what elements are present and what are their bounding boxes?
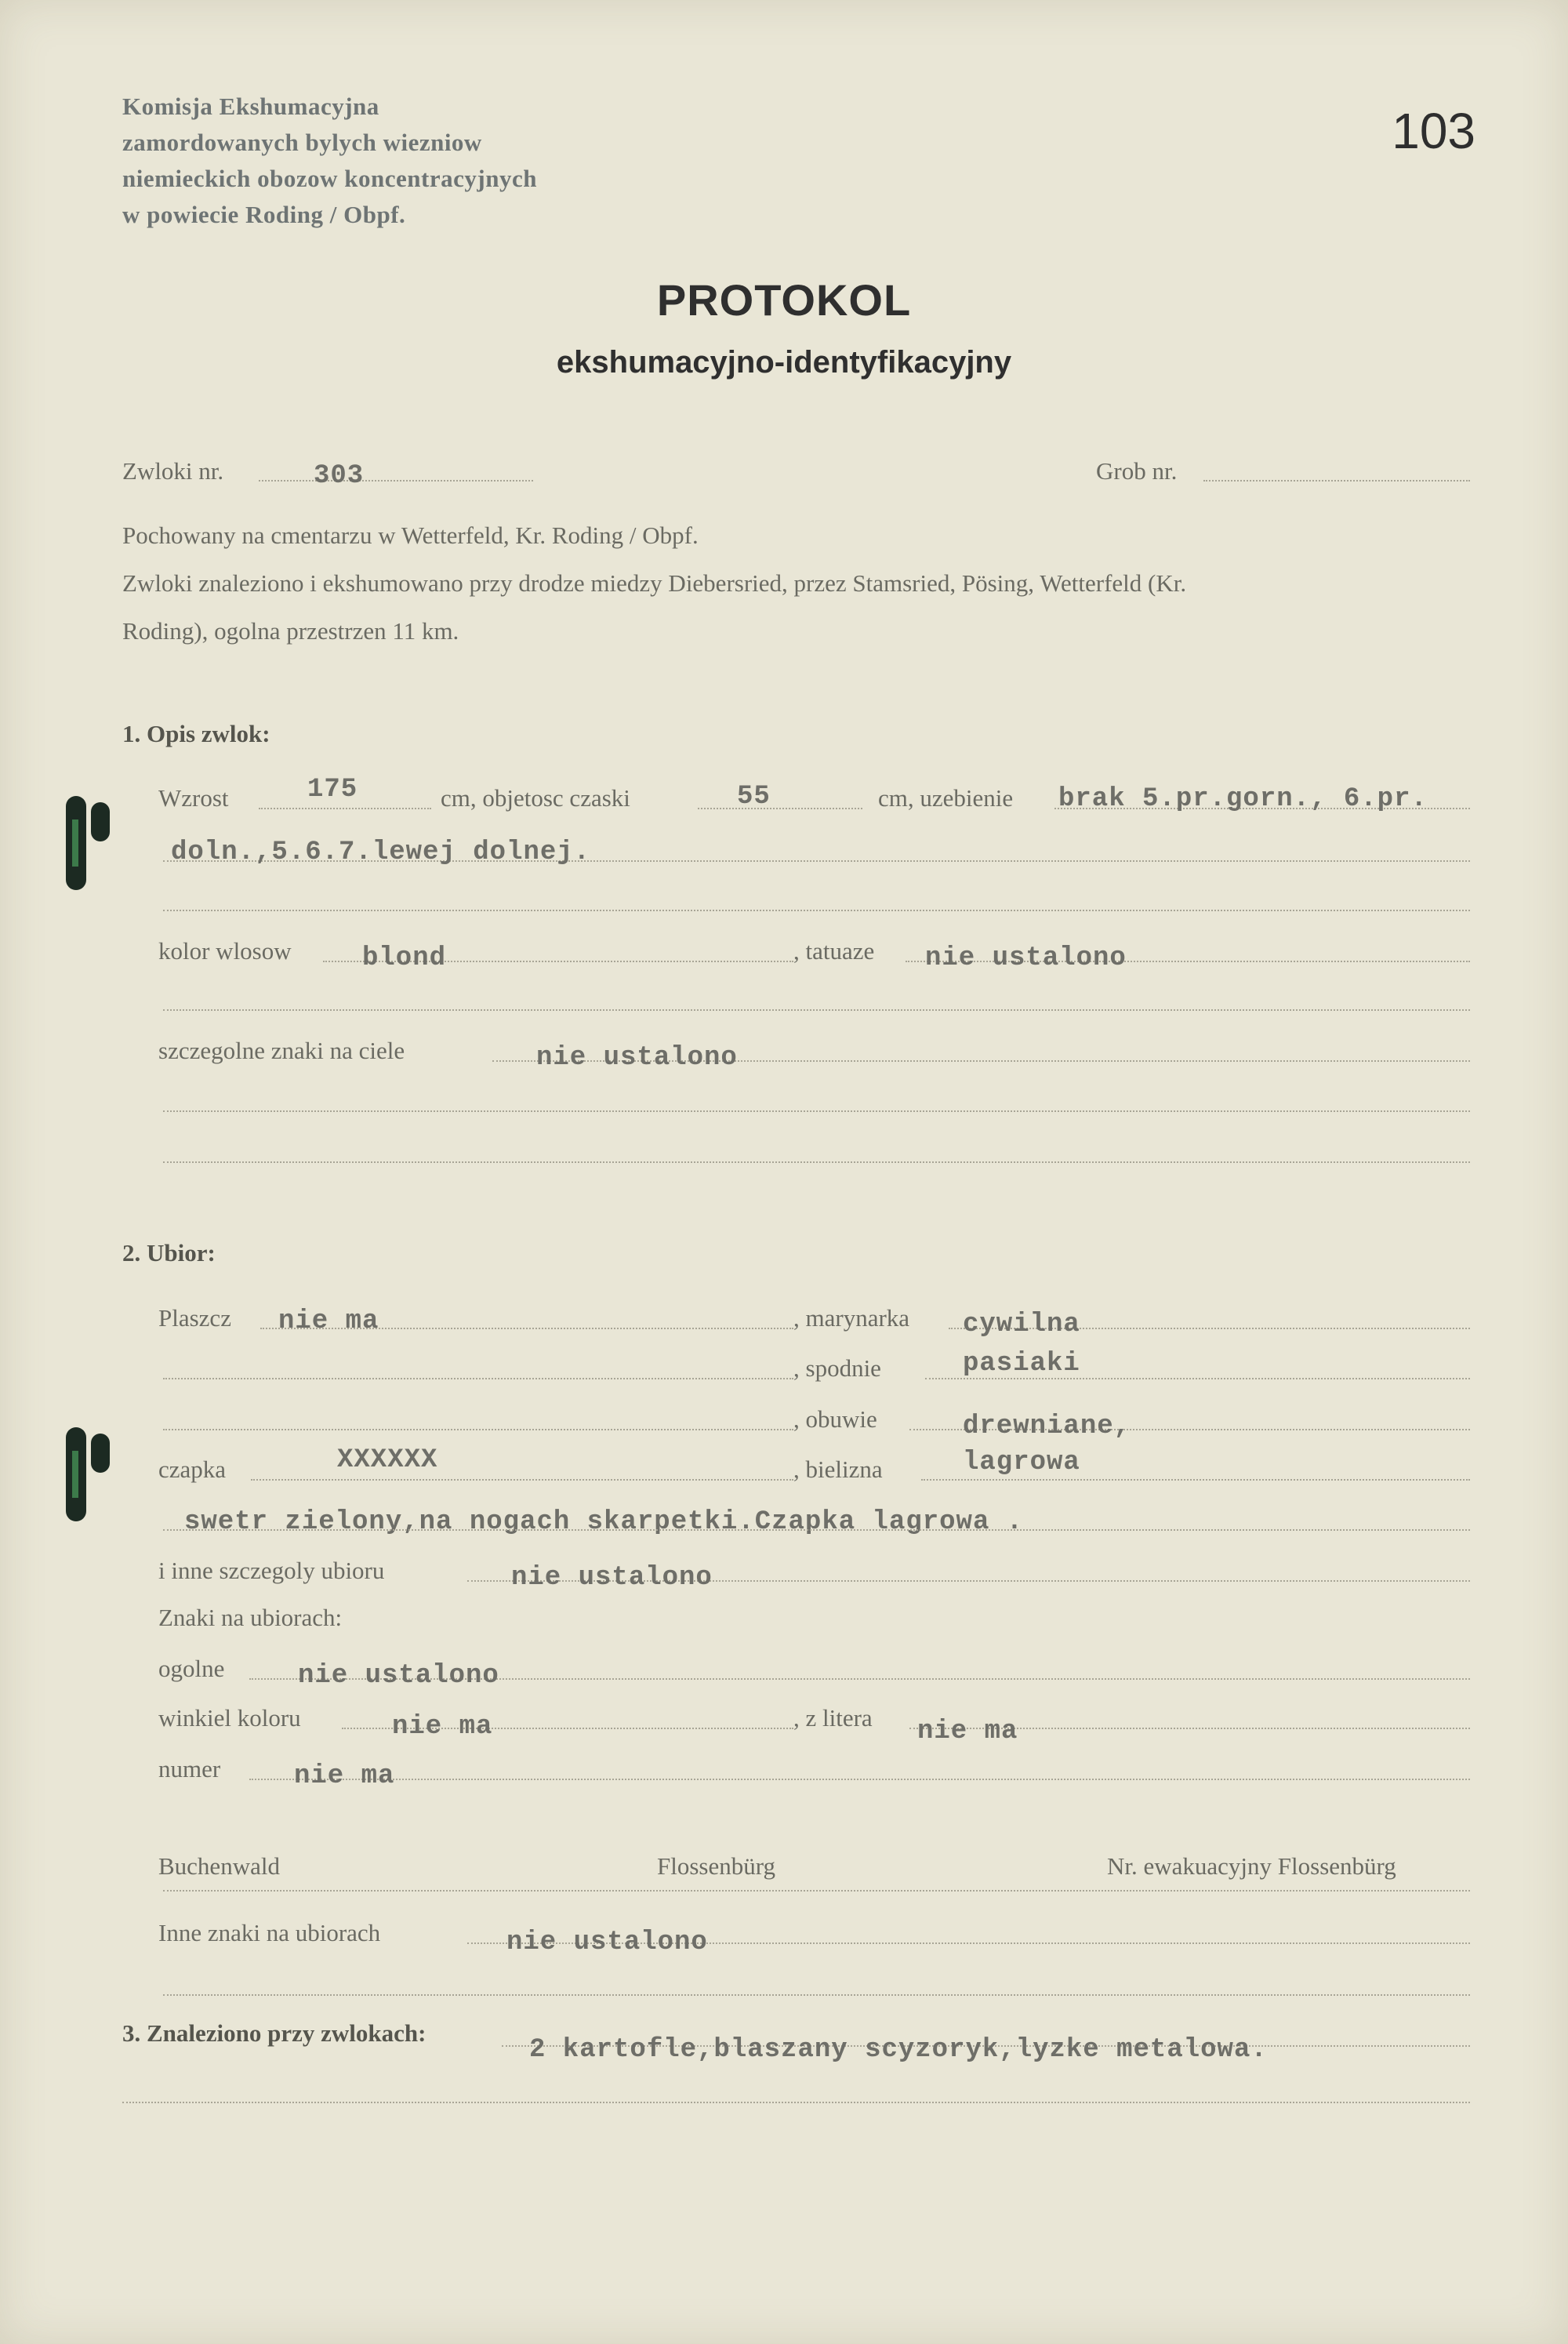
shoes-label: , obuwie (793, 1405, 877, 1433)
fill-line (163, 1994, 1470, 1996)
letter-value: nie ma (917, 1717, 1018, 1746)
camp-flossenburg: Flossenbürg (657, 1852, 776, 1880)
jacket-label: , marynarka (793, 1304, 910, 1332)
underwear-label: , bielizna (793, 1455, 883, 1483)
section-heading-found-items: 3. Znaleziono przy zwlokach: (122, 2019, 426, 2047)
triangle-color-label: winkiel koloru (158, 1704, 301, 1732)
other-clothing-value: nie ustalono (511, 1563, 713, 1593)
other-clothing-label: i inne szczegoly ubioru (158, 1557, 385, 1584)
fill-line (163, 1378, 793, 1379)
committee-name-line: Komisja Ekshumacyjna (122, 93, 379, 120)
fill-line (163, 1429, 793, 1430)
teeth-value-continued: doln.,5.6.7.lewej dolnej. (171, 838, 591, 867)
burial-place: Pochowany na cmentarzu w Wetterfeld, Kr. Roding / Obpf. (122, 521, 699, 549)
fill-line (249, 1779, 1470, 1780)
fill-line (163, 910, 1470, 911)
height-label: Wzrost (158, 784, 229, 812)
general-marks-value: nie ustalono (298, 1661, 499, 1691)
underwear-value: lagrowa (963, 1448, 1080, 1477)
fill-line (259, 808, 431, 809)
hair-color-label: kolor wlosow (158, 937, 292, 965)
number-value: nie ma (294, 1761, 395, 1791)
clothing-extra-details: swetr zielony,na nogach skarpetki.Czapka lagrowa . (184, 1507, 1024, 1537)
skull-volume-value: 55 (737, 782, 771, 812)
height-value: 175 (307, 775, 358, 805)
skull-volume-label: cm, objetosc czaski (441, 784, 630, 812)
jacket-value: cywilna (963, 1310, 1080, 1339)
committee-name-line: zamordowanych bylych wiezniow (122, 129, 482, 156)
cap-value: XXXXXX (337, 1445, 438, 1475)
grave-number-label: Grob nr. (1096, 457, 1178, 485)
other-clothing-marks-value: nie ustalono (506, 1928, 708, 1957)
page-title: PROTOKOL (656, 275, 912, 325)
body-number-label: Zwloki nr. (122, 457, 224, 485)
found-location-line: Zwloki znaleziono i ekshumowano przy drodze miedzy Diebersried, przez Stamsried, Pösing, Wetterfeld (Kr. (122, 569, 1187, 597)
teeth-value: brak 5.pr.gorn., 6.pr. (1058, 784, 1428, 814)
fill-line (251, 1479, 793, 1481)
letter-label: , z litera (793, 1704, 873, 1732)
found-items-value: 2 kartofle,blaszany scyzoryk,lyzke metalowa. (529, 2035, 1268, 2065)
body-marks-value: nie ustalono (536, 1043, 738, 1073)
clothing-marks-heading: Znaki na ubiorach: (158, 1604, 343, 1631)
committee-name-line: niemieckich obozow koncentracyjnych (122, 165, 537, 192)
camp-buchenwald: Buchenwald (158, 1852, 280, 1880)
fill-line (921, 1479, 1470, 1481)
document-number: 103 (1392, 103, 1475, 159)
page-subtitle: ekshumacyjno-identyfikacyjny (556, 345, 1012, 380)
fill-line (163, 1110, 1470, 1112)
fill-line (698, 808, 862, 809)
fill-line (122, 2102, 1470, 2103)
teeth-label: cm, uzebienie (878, 784, 1014, 812)
hair-color-value: blond (362, 943, 447, 973)
committee-name-line: w powiecie Roding / Obpf. (122, 201, 406, 228)
section-heading-body-description: 1. Opis zwlok: (122, 720, 270, 747)
coat-label: Plaszcz (158, 1304, 231, 1332)
shoes-value: drewniane, (963, 1412, 1131, 1441)
triangle-color-value: nie ma (392, 1712, 493, 1742)
fill-line (163, 1161, 1470, 1163)
general-marks-label: ogolne (158, 1655, 225, 1682)
evacuation-number-label: Nr. ewakuacyjny Flossenbürg (1107, 1852, 1396, 1880)
body-number-value: 303 (314, 461, 365, 491)
trousers-label: , spodnie (793, 1354, 881, 1382)
fill-line (163, 1890, 1470, 1892)
fill-line (163, 1009, 1470, 1011)
found-location-line: Roding), ogolna przestrzen 11 km. (122, 617, 459, 645)
section-heading-clothing: 2. Ubior: (122, 1239, 216, 1266)
coat-value: nie ma (278, 1306, 379, 1336)
fill-line (259, 480, 533, 482)
body-marks-label: szczegolne znaki na ciele (158, 1037, 405, 1064)
tattoo-value: nie ustalono (925, 943, 1127, 973)
other-clothing-marks-label: Inne znaki na ubiorach (158, 1919, 381, 1946)
cap-label: czapka (158, 1455, 227, 1483)
fill-line (163, 1529, 1470, 1531)
binder-clip-icon (56, 796, 119, 890)
binder-clip-icon (56, 1427, 119, 1521)
tattoo-label: , tatuaze (793, 937, 875, 965)
number-label: numer (158, 1755, 221, 1783)
fill-line (1203, 480, 1470, 482)
trousers-value: pasiaki (963, 1349, 1080, 1379)
